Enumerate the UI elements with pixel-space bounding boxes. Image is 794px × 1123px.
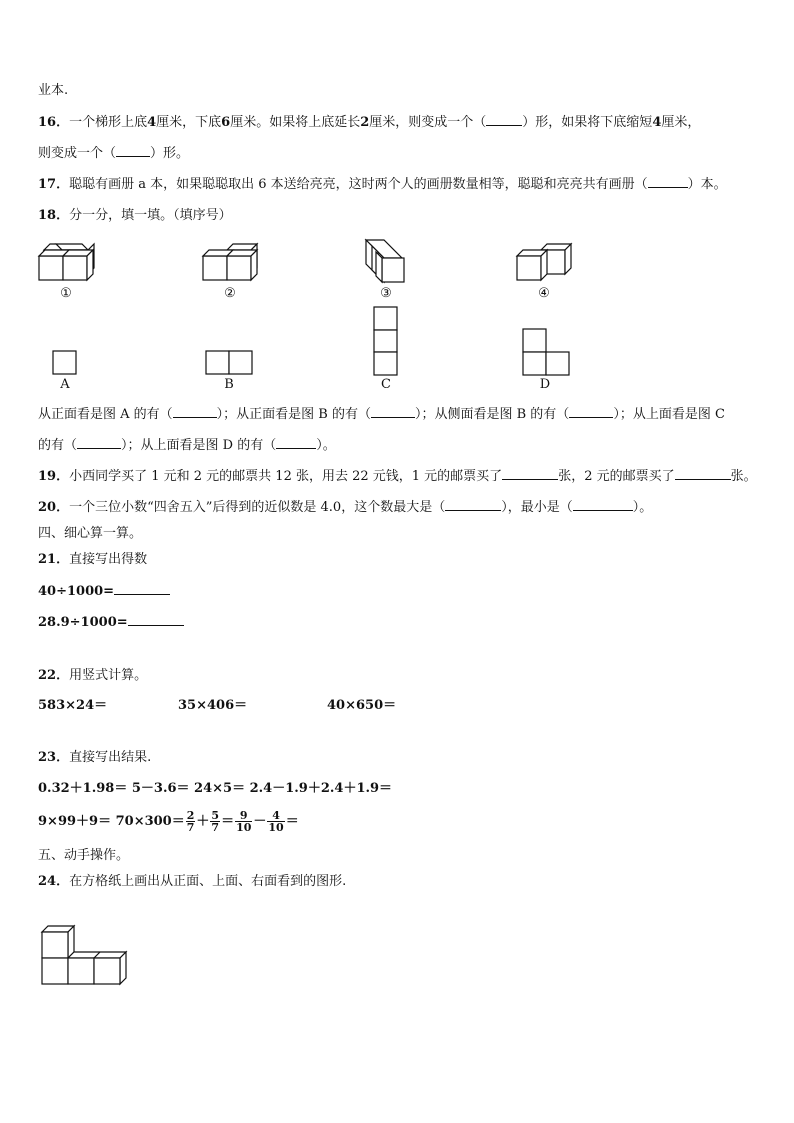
q16-text-a: 一个梯形上底 <box>69 115 148 130</box>
question-16-line-2 <box>38 145 189 163</box>
q16-line2-a: 则变成一个（ <box>38 146 117 161</box>
q19-text-a: 小西同学买了 1 元和 2 元的邮票共 12 张，用去 22 元钱，1 元的邮票买了 <box>69 469 503 484</box>
q21-blank-2[interactable] <box>128 625 184 626</box>
q16-blank-1[interactable] <box>486 125 522 126</box>
question-21 <box>38 551 147 569</box>
q21-expression-1 <box>38 583 170 601</box>
section-4-heading: 四、细心算一算。 <box>38 526 143 541</box>
q23-text: 直接写出结果. <box>69 750 152 765</box>
minus-sign: － <box>253 814 267 829</box>
question-16 <box>38 114 700 132</box>
q16-text-b: 厘米，下底 <box>156 115 222 130</box>
question-17 <box>38 176 727 194</box>
question-18-fill-2 <box>38 437 336 455</box>
figure-label-2: ② <box>224 286 236 301</box>
q21-number: 21． <box>38 552 70 567</box>
q18-blank-5[interactable] <box>276 448 316 449</box>
q18-text: 分一分，填一填。（填序号） <box>69 208 232 223</box>
q23-number: 23． <box>38 750 70 765</box>
q22-e2: 35×406＝ <box>178 698 248 713</box>
cube-figure-4 <box>514 240 578 286</box>
q16-v3: 2 <box>360 115 370 130</box>
cube-figure-3 <box>362 236 412 286</box>
q17-number: 17． <box>38 177 70 192</box>
f4-numerator: 4 <box>267 810 284 822</box>
q20-text-a: 一个三位小数“四舍五入”后得到的近似数是 4.0，这个数最大是（ <box>69 500 446 515</box>
f1-numerator: 2 <box>186 809 195 822</box>
equals-sign-2: ＝ <box>285 814 299 829</box>
f4-denominator: 10 <box>268 821 284 834</box>
fraction-2-7 <box>186 810 196 833</box>
q21-e2: 28.9÷1000= <box>38 615 128 630</box>
q20-text-c: ）。 <box>632 500 653 515</box>
q18-line2-a: 的有（ <box>38 438 78 453</box>
continued-text: 业本. <box>38 83 69 98</box>
cube-figure-2 <box>200 240 260 286</box>
question-19 <box>38 468 757 486</box>
q17-text: 聪聪有画册 a 本，如果聪聪取出 6 本送给亮亮，这时两个人的画册数量相等，聪聪和亮亮共有画册（ <box>69 177 648 192</box>
q22-text: 用竖式计算。 <box>69 668 148 683</box>
q18-line2-b: ）；从上面看是图 D 的有（ <box>121 438 277 453</box>
q19-text-c: 张。 <box>730 469 757 484</box>
view-a-shape <box>52 350 78 376</box>
q16-v2: 6 <box>221 115 231 130</box>
fraction-4-10 <box>267 810 284 833</box>
question-20 <box>38 499 652 517</box>
view-d-shape <box>522 328 570 376</box>
view-c-shape <box>373 306 399 376</box>
view-label-b: B <box>224 377 234 392</box>
q24-cube-figure <box>38 924 134 988</box>
f1-denominator: 7 <box>186 821 195 834</box>
f3-numerator: 9 <box>235 810 252 822</box>
q16-text-f: 厘米， <box>661 115 701 130</box>
q16-text-d: 厘米，则变成一个（ <box>369 115 487 130</box>
q18-blank-2[interactable] <box>371 417 415 418</box>
f2-denominator: 7 <box>211 821 220 834</box>
view-b-shape <box>205 350 253 376</box>
q16-v4: 4 <box>652 115 662 130</box>
question-18-fill-1 <box>38 406 725 424</box>
q18-line1-d: ）；从上面看是图 C <box>613 407 725 422</box>
q19-blank-2[interactable] <box>675 479 731 480</box>
plus-sign: ＋ <box>196 814 210 829</box>
question-23 <box>38 749 151 767</box>
q16-text-e: ）形，如果将下底缩短 <box>522 115 653 130</box>
q16-line2-b: ）形。 <box>150 146 190 161</box>
q18-line1-b: ）；从正面看是图 B 的有（ <box>216 407 371 422</box>
q16-number: 16． <box>38 115 70 130</box>
question-22 <box>38 667 147 685</box>
q18-blank-3[interactable] <box>569 417 613 418</box>
view-label-c: C <box>381 377 391 392</box>
cube-figure-1 <box>36 240 96 286</box>
q16-text-c: 厘米。如果将上底延长 <box>230 115 361 130</box>
question-24 <box>38 873 346 891</box>
f2-numerator: 5 <box>211 809 220 822</box>
q17-blank[interactable] <box>648 187 688 188</box>
q18-line1-c: ）；从侧面看是图 B 的有（ <box>414 407 570 422</box>
q18-line1-a: 从正面看是图 A 的有（ <box>38 407 173 422</box>
q22-e3: 40×650＝ <box>327 698 397 713</box>
q21-blank-1[interactable] <box>114 594 170 595</box>
fraction-5-7 <box>210 810 220 833</box>
figure-label-1: ① <box>60 286 72 301</box>
q20-text-b: ），最小是（ <box>501 500 573 515</box>
q18-blank-1[interactable] <box>173 417 217 418</box>
view-label-a: A <box>60 377 70 392</box>
q23-row-2 <box>38 810 299 833</box>
q21-e1: 40÷1000= <box>38 584 115 599</box>
q18-blank-4[interactable] <box>77 448 121 449</box>
f3-denominator: 10 <box>236 821 252 834</box>
q23-row-1: 0.32＋1.98＝ 5－3.6＝ 24×5＝ 2.4－1.9＋2.4＋1.9＝ <box>38 781 393 796</box>
q16-v1: 4 <box>147 115 157 130</box>
q17-end: ）本。 <box>687 177 727 192</box>
question-18 <box>38 207 232 225</box>
q19-blank-1[interactable] <box>502 479 558 480</box>
view-label-d: D <box>539 377 551 392</box>
q20-number: 20． <box>38 500 70 515</box>
q16-blank-2[interactable] <box>116 156 150 157</box>
q20-blank-1[interactable] <box>445 510 501 511</box>
q21-text: 直接写出得数 <box>69 552 148 567</box>
equals-sign: ＝ <box>221 814 235 829</box>
q19-text-b: 张，2 元的邮票买了 <box>558 469 675 484</box>
fraction-9-10 <box>235 810 252 833</box>
q24-text: 在方格纸上画出从正面、上面、右面看到的图形. <box>69 874 347 889</box>
figure-label-3: ③ <box>380 286 392 301</box>
section-5-heading: 五、动手操作。 <box>38 848 130 863</box>
figure-label-4: ④ <box>538 286 550 301</box>
q22-number: 22． <box>38 668 70 683</box>
q19-number: 19． <box>38 469 70 484</box>
q23-row2-a: 9×99＋9＝ 70×300＝ <box>38 814 185 829</box>
q21-expression-2 <box>38 614 184 632</box>
q20-blank-2[interactable] <box>573 510 633 511</box>
q24-number: 24． <box>38 874 70 889</box>
q18-line2-c: ）。 <box>316 438 336 453</box>
q22-e1: 583×24＝ <box>38 698 108 713</box>
q18-number: 18． <box>38 208 70 223</box>
